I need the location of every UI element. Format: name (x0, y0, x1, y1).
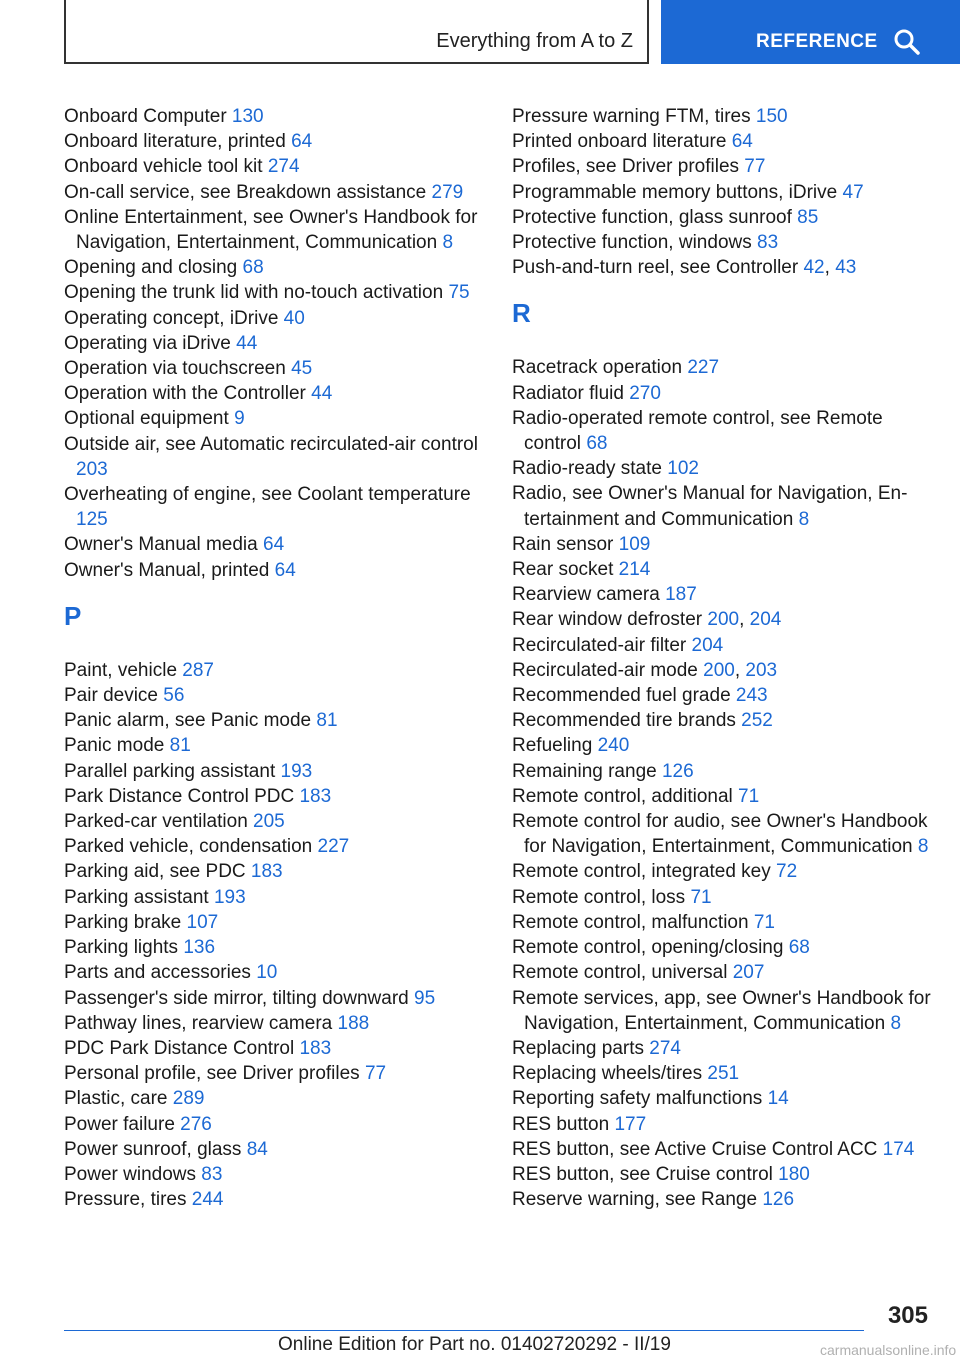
index-entry-term: Replacing parts (512, 1037, 650, 1059)
index-entry (64, 784, 484, 809)
index-entry (512, 1061, 932, 1086)
page-link[interactable]: 14 (767, 1088, 789, 1110)
page-link[interactable]: 126 (661, 760, 694, 782)
index-entry-term: Park Distance Control PDC (64, 785, 300, 807)
page-link[interactable]: 200 (703, 659, 735, 681)
index-entry (64, 356, 484, 381)
index-entry (512, 1187, 932, 1212)
index-entry (512, 1137, 932, 1162)
page-link[interactable]: 77 (744, 156, 766, 178)
index-entry (512, 129, 932, 154)
page-link[interactable]: 47 (842, 181, 864, 203)
index-entry-term: Remote control, malfunction (512, 911, 754, 933)
index-entry (64, 935, 484, 960)
index-entry (64, 482, 484, 532)
index-entry (512, 733, 932, 758)
index-entry-term: Refueling (512, 735, 598, 757)
index-entry (64, 759, 484, 784)
index-entry (64, 658, 484, 683)
index-entry-term: Parking brake (64, 911, 187, 933)
index-entry (64, 885, 484, 910)
page-link[interactable]: 44 (236, 332, 258, 354)
index-entry-term: Pressure warning FTM, tires (512, 106, 756, 127)
index-entry-term: PDC Park Distance Control (64, 1037, 300, 1059)
index-entry (64, 986, 484, 1011)
page-link[interactable]: 64 (274, 559, 296, 581)
page-link[interactable]: 193 (280, 760, 313, 782)
page-link[interactable]: 83 (757, 232, 779, 254)
index-entry-term: Protective function, glass sunroof (512, 206, 798, 228)
index-entry (512, 381, 932, 406)
page-number: 305 (887, 1302, 928, 1329)
page-link[interactable]: 125 (76, 509, 108, 531)
index-entry (512, 960, 932, 985)
index-entry-term: Printed onboard literature (512, 131, 732, 153)
index-entry-term: Operation with the Controller (64, 383, 312, 405)
page-separator: , (739, 609, 750, 631)
page-link[interactable]: 71 (738, 785, 760, 807)
index-entry-term: Opening and closing (64, 257, 243, 279)
index-entry-term: Rear window defroster (512, 609, 708, 631)
index-entry (512, 557, 932, 582)
index-entry-term: Power sunroof, glass (64, 1138, 247, 1160)
page-link[interactable]: 77 (364, 1063, 387, 1085)
index-entry (64, 1187, 484, 1212)
index-entry (64, 129, 484, 154)
index-entry-term: Plastic, care (64, 1088, 173, 1110)
page-link[interactable]: 214 (618, 559, 651, 581)
index-entry (64, 406, 484, 431)
index-entry (64, 683, 484, 708)
index-entry (64, 859, 484, 884)
page-link[interactable]: 204 (749, 609, 782, 631)
page-link[interactable]: 289 (172, 1088, 205, 1110)
page-link[interactable]: 240 (597, 735, 630, 757)
page-link[interactable]: 68 (242, 257, 264, 279)
index-entry (64, 1011, 484, 1036)
index-entry-term: Recirculated-air filter (512, 634, 692, 656)
index-entry-term: Parking lights (64, 937, 184, 959)
page-link[interactable]: 8 (917, 836, 929, 858)
index-entry (64, 532, 484, 557)
index-entry (64, 180, 484, 205)
index-entry-term: Remote control for audio, see Owner's Handbook for Navigation, Entertainment, Communication (512, 811, 928, 858)
page-link[interactable]: 150 (755, 106, 788, 127)
index-entry-term: Recirculated-air mode (512, 659, 704, 681)
index-entry-term: Radio, see Owner's Manual for Navigation, Entertainment and Communication (512, 483, 908, 530)
index-entry-term: Parking assistant (64, 886, 214, 908)
page-link[interactable]: 136 (183, 937, 216, 959)
page-link[interactable]: 10 (256, 962, 278, 984)
page-link[interactable]: 126 (762, 1189, 795, 1211)
page-link[interactable]: 227 (317, 836, 350, 858)
page-link[interactable]: 200 (707, 609, 740, 631)
index-entry-term: Replacing wheels/tires (512, 1063, 708, 1085)
index-entry (512, 180, 932, 205)
edition-text: Online Edition for Part no. 01402720292 - II/19 (278, 1334, 671, 1355)
page-link[interactable]: 40 (283, 307, 305, 329)
index-entry (512, 255, 932, 280)
index-entry-term: Push-and-turn reel, see Controller (512, 257, 804, 279)
index-entry (512, 935, 932, 960)
page-link[interactable]: 287 (182, 659, 214, 681)
page-link[interactable]: 64 (263, 534, 285, 556)
index-letter-heading: R (512, 298, 531, 329)
index-entry-term: On-call service, see Breakdown assistance (64, 181, 432, 203)
page-link[interactable]: 45 (291, 358, 313, 380)
index-entry (64, 306, 484, 331)
index-entry-term: Programmable memory buttons, iDrive (512, 181, 843, 203)
index-entry (512, 1162, 932, 1187)
index-entry-term: Personal profile, see Driver profiles (64, 1063, 365, 1085)
page-link[interactable]: 177 (614, 1113, 647, 1135)
page-link[interactable]: 203 (76, 458, 108, 480)
index-entry-term: Recommended tire brands (512, 710, 742, 732)
index-entry (64, 1112, 484, 1137)
page-link[interactable]: 64 (291, 131, 313, 153)
index-column-right (512, 104, 932, 1212)
page-link[interactable]: 42 (803, 257, 825, 279)
page-link[interactable]: 203 (745, 659, 778, 681)
index-entry-term: RES button (512, 1113, 615, 1135)
page-separator: , (824, 257, 836, 279)
index-entry (512, 633, 932, 658)
page-link[interactable]: 183 (299, 1037, 332, 1059)
index-entry-term: Remaining range (512, 760, 662, 782)
page-link[interactable]: 244 (191, 1189, 224, 1211)
index-entry-term: Remote control, additional (512, 785, 739, 807)
index-entry-term: RES button, see Active Cruise Control ACC (512, 1138, 883, 1160)
index-entry-term: Remote control, opening/closing (512, 937, 789, 959)
page-link[interactable]: 188 (337, 1012, 370, 1034)
index-entry (64, 381, 484, 406)
index-entry-term: Radio-ready state (512, 458, 668, 480)
index-entry (64, 432, 484, 482)
page-link[interactable]: 75 (448, 282, 470, 304)
index-entry-term: Outside air, see Automatic recirculated-air control (64, 433, 478, 455)
index-entry (512, 481, 932, 531)
index-entry-term: Racetrack operation (512, 357, 688, 379)
index-entry (512, 456, 932, 481)
page-link[interactable]: 251 (707, 1063, 740, 1085)
page-link[interactable]: 44 (311, 383, 333, 405)
page-link[interactable]: 276 (180, 1113, 212, 1135)
index-entry (512, 230, 932, 255)
index-entry (64, 1036, 484, 1061)
page-link[interactable]: 174 (882, 1138, 915, 1160)
index-entry-term: Onboard vehicle tool kit (64, 156, 268, 178)
page-link[interactable]: 180 (778, 1163, 810, 1185)
index-entry-term: Onboard Computer (64, 106, 232, 127)
index-entry (64, 733, 484, 758)
index-entry-term: Parts and accessories (64, 962, 257, 984)
page-link[interactable]: 71 (690, 886, 712, 908)
page-link[interactable]: 68 (586, 433, 608, 455)
index-entry-term: Rear socket (512, 559, 619, 581)
page-link[interactable]: 252 (741, 710, 773, 732)
page-link[interactable]: 8 (442, 232, 454, 254)
page-link[interactable]: 71 (753, 911, 775, 933)
index-entry (512, 759, 932, 784)
index-entry-term: Parallel parking assistant (64, 760, 281, 782)
index-entry (64, 834, 484, 859)
index-entry-term: Parked vehicle, condensation (64, 836, 318, 858)
index-entry-term: Operating via iDrive (64, 332, 237, 354)
watermark: carmanualsonline.info (820, 1342, 957, 1358)
page-link[interactable]: 9 (234, 408, 245, 430)
index-entry (512, 1112, 932, 1137)
index-entry-term: Paint, vehicle (64, 659, 183, 681)
page-link[interactable]: 207 (732, 962, 765, 984)
index-entry-term: Pathway lines, rearview camera (64, 1012, 338, 1034)
index-entry-term: Radio-operated remote control, see Remote control (512, 407, 883, 455)
page-link[interactable]: 95 (414, 987, 436, 1009)
index-entry (512, 205, 932, 230)
page-link[interactable]: 102 (667, 458, 699, 480)
index-entry (512, 355, 932, 380)
index-entry (512, 582, 932, 607)
index-entry-term: Parking aid, see PDC (64, 861, 251, 883)
page-link[interactable]: 270 (629, 382, 661, 404)
index-entry (64, 910, 484, 935)
index-entry-term: Panic mode (64, 735, 170, 757)
index-entry (64, 154, 484, 179)
page-separator: , (734, 659, 746, 681)
index-entry (64, 205, 484, 255)
index-entry-term: Rearview camera (512, 584, 666, 606)
index-entry (512, 607, 932, 632)
index-entry (512, 910, 932, 935)
page-link[interactable]: 56 (163, 685, 185, 707)
footer-divider (64, 1330, 864, 1331)
index-entry-term: Pressure, tires (64, 1189, 192, 1211)
index-entry (512, 154, 932, 179)
page-link[interactable]: 193 (213, 886, 246, 908)
section-title: Everything from A to Z (436, 30, 633, 52)
page-link[interactable]: 8 (798, 508, 810, 530)
page-link[interactable]: 274 (267, 156, 300, 178)
page-link[interactable]: 64 (731, 131, 753, 153)
index-entry (64, 255, 484, 280)
page-link[interactable]: 8 (890, 1012, 902, 1034)
index-entry-term: Protective function, windows (512, 232, 758, 254)
page-link[interactable]: 274 (649, 1037, 681, 1059)
index-entry-term: Power windows (64, 1163, 202, 1185)
index-entry-term: Power failure (64, 1113, 181, 1135)
index-entry-term: Reporting safety malfunctions (512, 1088, 768, 1110)
page-link[interactable]: 81 (169, 735, 191, 757)
index-entry-term: Panic alarm, see Panic mode (64, 710, 317, 732)
index-entry (512, 104, 932, 129)
page-link[interactable]: 85 (797, 206, 819, 228)
page-link[interactable]: 130 (231, 106, 264, 127)
index-entry (512, 532, 932, 557)
page-link[interactable]: 109 (618, 533, 651, 555)
search-icon[interactable] (893, 28, 921, 56)
index-entry-term: Online Entertainment, see Owner's Handbook for Navigation, Entertainment, Communication (64, 206, 478, 254)
index-entry (64, 1061, 484, 1086)
index-entry-term: Parked-car ventilation (64, 811, 254, 833)
index-entry (64, 280, 484, 305)
index-entry-term: Remote control, loss (512, 886, 691, 908)
index-entry-term: Passenger's side mirror, tilting downward (64, 987, 414, 1009)
page-link[interactable]: 68 (788, 937, 810, 959)
index-entry (512, 986, 932, 1036)
index-entry (64, 960, 484, 985)
header-section-box (64, 0, 649, 64)
index-entry (64, 1137, 484, 1162)
index-entry-term: Pair device (64, 685, 164, 707)
index-entry (512, 859, 932, 884)
index-entry-term: Optional equipment (64, 408, 235, 430)
index-entry (512, 708, 932, 733)
index-entry (512, 784, 932, 809)
index-entry-term: Operating concept, iDrive (64, 307, 284, 329)
page-link[interactable]: 243 (735, 685, 768, 707)
index-entry-term: Opening the trunk lid with no-touch activation (64, 282, 449, 304)
index-entry-term: Remote control, integrated key (512, 861, 777, 883)
page-link[interactable]: 183 (250, 861, 283, 883)
index-entry-term: Radiator fluid (512, 382, 630, 404)
page-link[interactable]: 84 (246, 1138, 268, 1160)
index-entry-term: Rain sensor (512, 533, 619, 555)
index-entry-term: Onboard literature, printed (64, 131, 292, 153)
index-entry-term: Profiles, see Driver profiles (512, 156, 745, 178)
page-link[interactable]: 81 (316, 710, 338, 732)
index-entry (512, 809, 932, 859)
page-link[interactable]: 43 (835, 257, 857, 279)
index-entry-term: Remote control, universal (512, 962, 733, 984)
index-entry (512, 1086, 932, 1111)
index-entry (512, 1036, 932, 1061)
index-entry-term: Owner's Manual, printed (64, 559, 275, 581)
page-link[interactable]: 227 (687, 357, 720, 379)
index-entry-term: Owner's Manual media (64, 534, 263, 556)
index-entry-term: RES button, see Cruise control (512, 1163, 779, 1185)
page-link[interactable]: 205 (253, 811, 285, 833)
page-link[interactable]: 83 (201, 1163, 223, 1185)
index-entry (64, 1162, 484, 1187)
index-entry (512, 658, 932, 683)
page-link[interactable]: 204 (691, 634, 724, 656)
index-entry (512, 406, 932, 456)
index-entry-term: Overheating of engine, see Coolant temperature (64, 484, 471, 506)
reference-tab[interactable] (661, 0, 960, 64)
index-entry (64, 104, 484, 129)
index-entry-term: Reserve warning, see Range (512, 1189, 763, 1211)
page-link[interactable]: 279 (431, 181, 464, 203)
index-entry-term: Remote services, app, see Owner's Handbook for Navigation, Entertainment, Communication (512, 987, 931, 1034)
index-entry (64, 809, 484, 834)
index-letter-heading: P (64, 600, 82, 631)
page-link[interactable]: 107 (186, 911, 219, 933)
index-column-left (64, 104, 484, 1212)
page-link[interactable]: 183 (299, 785, 332, 807)
index-entry-term: Recommended fuel grade (512, 685, 736, 707)
page-link[interactable]: 187 (665, 584, 697, 606)
index-entry-term: Operation via touchscreen (64, 358, 292, 380)
index-entry (64, 708, 484, 733)
index-entry (64, 331, 484, 356)
page-link[interactable]: 72 (776, 861, 798, 883)
index-entry (512, 885, 932, 910)
index-entry (64, 558, 484, 583)
index-entry (512, 683, 932, 708)
reference-label: REFERENCE (756, 31, 878, 52)
index-entry (64, 1086, 484, 1111)
